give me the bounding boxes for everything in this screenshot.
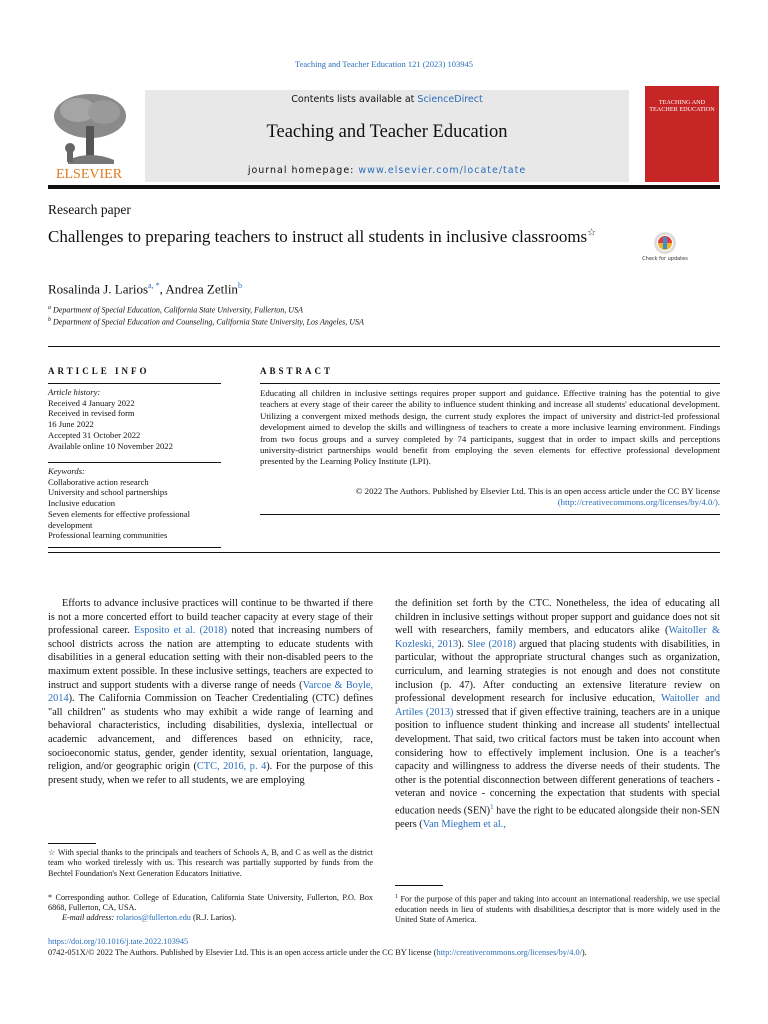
license-link[interactable]: http://creativecommons.org/licenses/by/4.0/ [436,948,582,957]
elsevier-tree-icon [48,90,130,182]
citation-link[interactable]: Waitoller & Kozleski, 2013 [395,625,720,650]
divider [48,547,221,548]
license-link[interactable]: (http://creativecommons.org/licenses/by/4.0/). [557,497,720,508]
sciencedirect-link[interactable]: ScienceDirect [417,94,483,105]
footnote-sen: $^1$ For the purpose of this paper and taking into account an international readership, we use special education needs in lieu of students with disabilities,a descriptor that is more widely used in the United State of America. [395,894,720,925]
crossmark-icon [642,231,688,265]
abstract-heading: ABSTRACT [260,366,334,376]
abstract-copyright: © 2022 The Authors. Published by Elsevier Ltd. This is an open access article under the CC BY license (http://creativecommons.org/licenses/by/4.0/). [355,486,720,508]
keyword-item: Inclusive education [48,498,116,509]
issn-copyright: 0742-051X/© 2022 The Authors. Published by Elsevier Ltd. This is an open access article under the CC BY license (http://creativecommons.org/licenses/by/4.0/). [48,948,587,957]
citation-link[interactable]: Varcoe & Boyle, 2014 [48,679,373,705]
keyword-item: Seven elements for effective professional development [48,508,191,530]
header-divider [48,185,720,189]
footnote-divider [395,885,443,886]
keywords: Keywords: Collaborative action research University and school partnerships Inclusive education Seven elements for effective professional development Professional learning communities [48,466,223,541]
journal-citation[interactable]: Teaching and Teacher Education 121 (2023) 103945 [294,59,474,69]
abstract-text: Educating all children in inclusive settings requires proper support and guidance. Effective training has the potential to give teachers at every stage of their career the ability to influence student thinking and increase all students' educational development. Utilizing a convergent mixed methods design, the current study explores the impact of university and district-led professional development aimed to develop the skills and willingness of teachers to create a more inclusive learning environment. Findings from two focus groups and a survey completed by 74 participants, suggest that in order to impact skills and perceptions university-district partnerships would benefit from employing the seven elements for effective professional development presented by the Learning Policy Institute (LPI). [260,388,720,467]
body-column-left: Efforts to advance inclusive practices will continue to be thwarted if there is not a more concerted effort to build teacher capacity at every stage of their professional career. Esposito et al. (2018) noted that increasing numbers of school districts across the nation are attempting to educate students with disabilities in a general education setting with their non-disabled peers to the maximum extent possible. In these inclusive settings, teachers are expected to instruct and support students with a diverse range of needs (Varcoe & Boyle, 2014). The California Commission on Teacher Credentialing (CTC) defines "all children" as students who may exhibit a wide range of learning and behavioral characteristics, including disabilities, dyslexia, intellectual or academic advancement, and differences based on ethnicity, race, socioeconomic status, gender, gender identity, sexual orientation, language, religion, and/or geographic origin (CTC, 2016, p. 4). For the purpose of this present study, when we refer to all students, we are employing [48,598,373,786]
keyword-item: Professional learning communities [48,530,168,541]
citation-link[interactable]: Slee (2018) [467,638,516,650]
svg-text:Check for updates: Check for updates [642,256,688,262]
author-name: Rosalinda J. Larios [48,281,149,297]
footnote-divider [48,843,96,844]
history-item: 16 June 2022 [48,419,94,430]
homepage-link[interactable]: www.elsevier.com/locate/tate [358,165,527,176]
email-link[interactable]: rolarios@fullerton.edu [116,913,191,922]
footnote-corresponding-author: * Corresponding author. College of Education, California State University, Fullerton, P.O. Box 6868, Fullerton, CA, USA. [48,893,374,913]
divider [48,383,221,384]
footnote-email: E-mail address: rolarios@fullerton.edu (R.J. Larios). [62,913,237,922]
footnote-acknowledgement: ☆ With special thanks to the principals and teachers of Schools A, B, and C as well as the district team who worked tirelessly with us. This research was partially supported by funds from the Bechtel Foundation's Next Generation Educators Initiative. [48,848,373,878]
citation-link[interactable]: Esposito et al. (2018) [133,625,228,637]
article-history: Article history: Received 4 January 2022 Received in revised form 16 June 2022 Accepted 31 October 2022 Available online 10 November 2022 [48,387,223,451]
journal-title: Teaching and Teacher Education [266,122,508,142]
paper-type: Research paper [48,202,131,217]
contents-line: Contents lists available at ScienceDirect [291,94,483,105]
svg-text:ELSEVIER: ELSEVIER [55,167,123,182]
divider [260,514,720,515]
check-for-updates-badge[interactable] [642,231,688,265]
author-affiliation-mark[interactable]: b [237,281,242,290]
cover-title: TEACHING AND TEACHER EDUCATION [649,99,715,113]
history-item: Accepted 31 October 2022 [48,429,141,440]
keyword-item: Collaborative action research [48,476,149,487]
history-item: Received 4 January 2022 [48,397,135,408]
history-item: Received in revised form [48,408,135,419]
author-affiliation-mark[interactable]: a, * [148,281,160,290]
doi-link[interactable]: https://doi.org/10.1016/j.tate.2022.103945 [48,937,189,946]
footnote-link[interactable]: 1 [490,802,494,811]
affiliation-a: $^a$ Department of Special Education, California State University, Fullerton, USA [48,305,303,315]
homepage-line: journal homepage: www.elsevier.com/locate/tate [247,165,527,176]
section-divider [48,346,720,347]
body-column-right: the definition set forth by the CTC. Nonetheless, the idea of educating all children in inclusive settings without proper support and guidance does not sit well with researchers, family members, and educators alike (Waitoller & Kozleski, 2013). Slee (2018) argued that placing students with disabilities, in particular, without the appropriate structural changes such as organization, curriculum, and learning strategies is not enough and does not constitute inclusion (p. 47). After conducting an extensive literature review on professional development research for inclusive education, Waitoller and Artiles (2013) stressed that if given effective training, teachers are in a unique position to influence student thinking and increase all students' intellectual development. That said, two critical factors must be taken into account when considering how to effectively implement inclusion. One is a teacher's capacity and willingness to address the diverse needs of their students. The other is the potential disconnection between different generations of teachers - veteran and novice - concerning the expectation that students with special education needs (SEN)$^1$ have the right to be educated alongside their non-SEN peers (Van Mieghem et al., [395,598,720,830]
keyword-item: University and school partnerships [48,487,168,498]
author-list: Rosalinda J. Larios$^{a, *}$, Andrea Zetlin$^b$ [48,281,242,297]
divider [48,462,221,463]
divider [260,383,720,384]
author-name: Andrea Zetlin [165,281,238,297]
affiliation-b: $^b$ Department of Special Education and Counseling, California State University, Los Angeles, USA [48,317,364,327]
section-divider [48,552,720,553]
journal-cover[interactable] [645,86,719,182]
title-footnote-mark[interactable]: ☆ [587,227,597,239]
citation-link[interactable]: Van Mieghem et al., [422,818,506,830]
elsevier-logo [48,90,130,182]
citation-link[interactable]: Waitoller and Artiles (2013) [395,693,720,718]
paper-title: Challenges to preparing teachers to instruct all students in inclusive classrooms☆ [48,227,597,246]
history-item: Available online 10 November 2022 [48,440,173,451]
citation-link[interactable]: CTC, 2016, p. 4 [196,761,267,773]
article-info-heading: ARTICLE INFO [48,366,150,376]
